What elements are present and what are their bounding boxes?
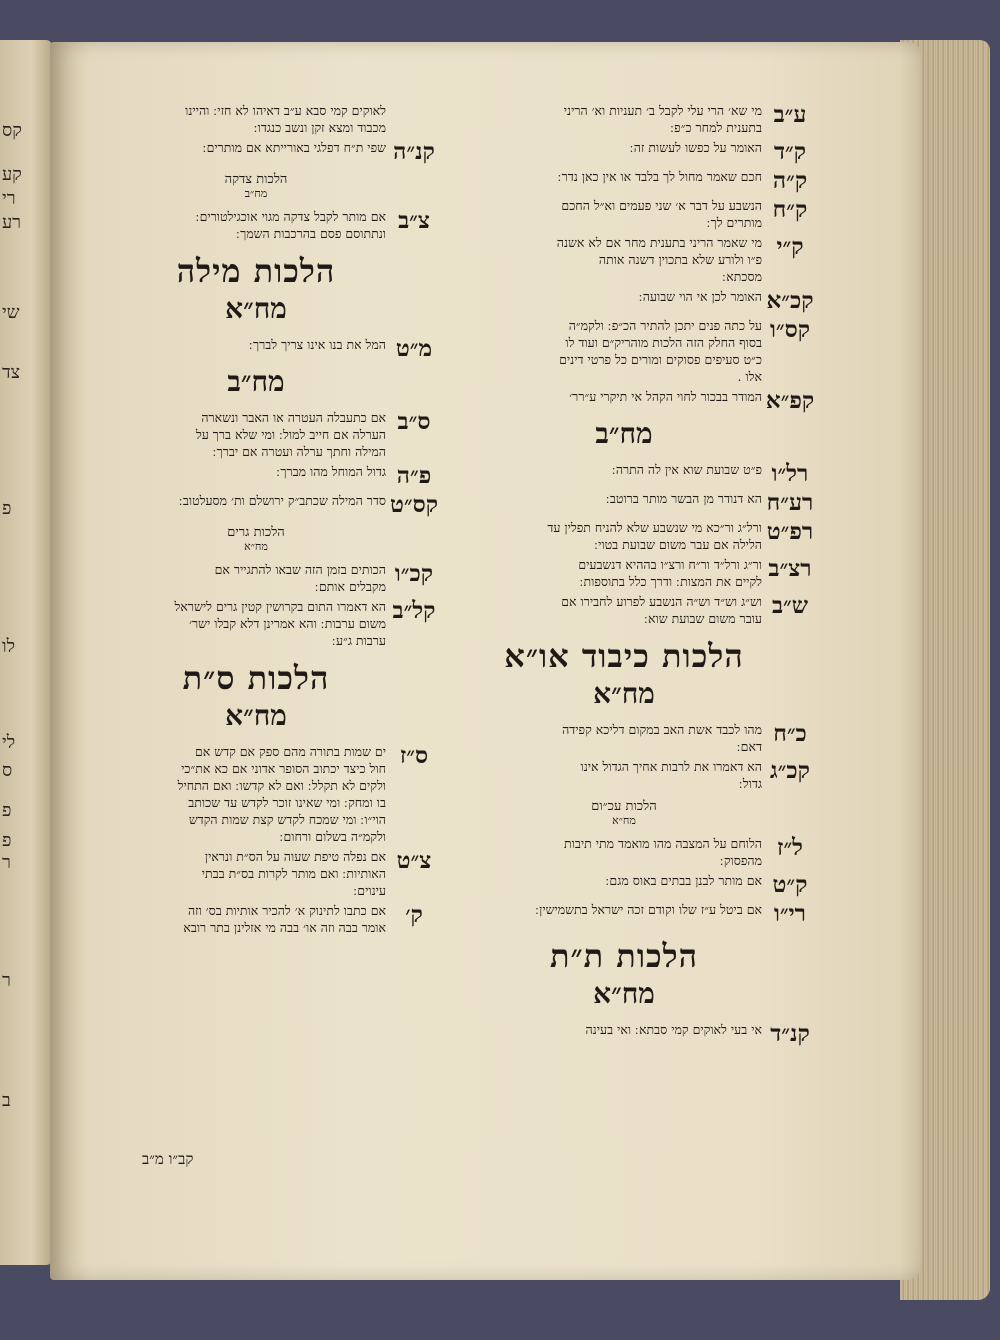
entry-number: רל״ו	[771, 460, 809, 487]
entry-line: בסוף החלק הזה הלכות מוהריק״ם ועוד לו	[565, 335, 762, 350]
entry-number: קס״ט	[389, 491, 439, 518]
right-column	[430, 102, 818, 1050]
entry-line: הלוחם על המצבה מהו מואמד מתי תיבות	[564, 836, 762, 851]
left-page-fragment-text: רע	[2, 212, 22, 233]
entry-text	[70, 848, 386, 899]
left-page-fragment-text: לי	[2, 732, 16, 753]
entry-line: ולקים לא תקלל ׃ ואם לא קדשו ׃ ואם התחיל	[177, 778, 386, 793]
entry-line: המודר בבכור לחוי הקהל אי תיקרי ע״רר׳	[569, 389, 762, 404]
entry-text	[430, 721, 762, 755]
entry-number: צ״ט	[396, 847, 432, 874]
entry-number: ל״ז	[777, 834, 803, 861]
entry-number: קל״ב	[392, 597, 436, 624]
index-entry	[430, 168, 818, 194]
section-subheading: מח״א	[225, 292, 287, 325]
section-heading: הלכות ת״ת	[549, 937, 699, 975]
entry-line: פ״ו ולורע שלא בתכוין דשנה אותה	[598, 252, 762, 267]
entry-line: אם נפלה טיפת שעוה על הס״ת ונראין	[204, 849, 386, 864]
entry-number: ק״ח	[772, 196, 808, 223]
index-entry	[430, 461, 818, 487]
entry-text	[70, 336, 386, 353]
index-entry	[430, 835, 818, 869]
left-page-fragment-text: ר	[2, 970, 11, 991]
index-entry	[430, 901, 818, 927]
left-page-fragment-text: צד	[2, 362, 21, 383]
index-entry	[430, 288, 818, 314]
index-entry	[430, 872, 818, 898]
section-subheading: מח״א	[225, 699, 287, 732]
index-entry	[430, 758, 818, 792]
entry-line: בו ומחק ׃ ומי שאינו זוכר לקדש עד שכותב	[188, 795, 386, 810]
index-entry	[70, 336, 442, 362]
entry-text	[430, 872, 762, 889]
entry-text	[430, 490, 762, 507]
entry-line: ונתתוסם פסם בהרכבות השמך ׃	[236, 226, 386, 241]
entry-text	[430, 139, 762, 156]
index-entry	[430, 197, 818, 231]
entry-line: הא דאמרו את לרבות אחיך הגדול אינו	[580, 759, 762, 774]
left-column	[70, 102, 442, 939]
page-signature: קב״ו מ״ב	[142, 1150, 194, 1168]
left-page-fragment-text: ר	[2, 852, 11, 873]
entry-number: ע״ב	[773, 101, 807, 128]
left-page-fragment-text: ב	[2, 1090, 11, 1111]
entry-text	[430, 1021, 762, 1038]
section-heading: הלכות מילה	[176, 252, 336, 290]
minor-section-heading: הלכות גרים	[227, 525, 285, 540]
entry-line: פ״ט שבועת שוא אין לה התרה ׃	[611, 462, 762, 477]
entry-line: האומר על כפשו לעשות זה ׃	[629, 140, 762, 155]
entry-line: חול כיצד יכתוב הסופר אדוני אם כא את״כי	[181, 761, 386, 776]
entry-line: הא דנודר מן הבשר מותר ברוטב ׃	[605, 491, 762, 506]
entry-line: מהפסוק ׃	[719, 853, 762, 868]
entry-line: הא דאמרו התום בקרושין קטין גרים לישראל	[174, 599, 386, 614]
index-entry	[70, 409, 442, 460]
entry-number: קכ״ו	[394, 560, 434, 587]
left-page-fragment	[0, 40, 52, 1265]
entry-text	[430, 835, 762, 869]
entry-line: הלילה אם עבר משום שבועת בטוי ׃	[594, 537, 762, 552]
entry-number: רצ״ב	[768, 555, 812, 582]
entry-line: אם ביטל ע״ז שלו וקודם זכה ישראל בתשמישין ׃	[535, 902, 762, 917]
entry-number: רפ״ט	[766, 518, 814, 545]
entry-text	[430, 556, 762, 590]
section-subheading: מח״ב	[227, 365, 285, 398]
entry-number: קנ״ה	[393, 138, 435, 165]
entry-line: המילה וחתך ערלה ועטרה אם יברך ׃	[212, 444, 386, 459]
entry-line: מי שא׳ הרי עלי לקבל ב׳ תעניות וא׳ הריני	[563, 103, 762, 118]
entry-line: מותרים לך ׃	[706, 215, 762, 230]
entry-line: הכותים בזמן הזה שבאו להתגייר אם	[214, 562, 386, 577]
entry-line: כ״ט סעיפים פסוקים ומורים כל פרטי דינים	[559, 352, 762, 367]
section-subheading: מח״א	[593, 977, 655, 1010]
entry-line: אומר בבה וזה או׳ בבה מי אזלינן בתר רובא	[183, 920, 386, 935]
book-page	[50, 42, 922, 1280]
entry-number: ק״ט	[772, 871, 808, 898]
index-entry	[70, 743, 442, 845]
index-entry	[70, 208, 442, 242]
entry-line: ולקמ״ה בשלום ורחום ׃	[279, 829, 386, 844]
section-subheading: מח״א	[593, 677, 655, 710]
entry-line: סדר המילה שכתב״ק ירושלם ות׳ מסעלטוב ׃	[178, 493, 386, 508]
entry-line: מסכתא ׃	[722, 269, 762, 284]
entry-text	[430, 758, 762, 792]
minor-section-heading: הלכות עכ״ום	[591, 799, 657, 814]
entry-line: אם מותר לקבל צדקה מגוי אוכגילטורים ׃	[195, 209, 386, 224]
entry-line: ור״ג ורל״ד ור״ח ורצ״ו בההיא דנשבעים	[578, 557, 762, 572]
entry-number: ק״י	[776, 233, 804, 260]
index-entry	[430, 490, 818, 516]
index-entry	[430, 1021, 818, 1047]
index-entry	[70, 902, 442, 936]
entry-line: עובר משום שבועת שוא ׃	[644, 611, 762, 626]
entry-text	[430, 901, 762, 918]
entry-line: ורל״ג ור״כא מי שנשבע שלא להניח תפלין עד	[547, 520, 762, 535]
index-entry	[70, 848, 442, 899]
entry-text	[430, 197, 762, 231]
entry-number: ק׳	[405, 901, 423, 928]
minor-section-heading: הלכות צדקה	[224, 172, 288, 187]
entry-line: מי שאמר הריני בתענית מחר אם לא אשנה	[556, 235, 762, 250]
entry-line: וש״ג וש״ד וש״ה הנשבע לפרוע לחבירו אם	[561, 594, 762, 609]
entry-line: האותיות ׃ ואם מותר לקרות בס״ת בבתי	[201, 866, 386, 881]
left-page-fragment-text: קע	[2, 164, 22, 185]
entry-text	[70, 139, 386, 156]
entry-text	[70, 598, 386, 649]
minor-section-subheading: מח״א	[612, 814, 636, 827]
entry-text	[70, 463, 386, 480]
entry-line: אי בעי לאוקים קמי סבתא ׃ ואי בעינה	[585, 1022, 762, 1037]
entry-line: עינוים ׃	[353, 883, 386, 898]
index-entry	[70, 463, 442, 489]
entry-number: ק״ד	[773, 138, 807, 165]
index-entry	[430, 519, 818, 553]
section-heading: הלכות כיבוד או״א	[504, 637, 744, 675]
entry-text	[430, 288, 762, 305]
entry-number: קס״ו	[769, 316, 810, 343]
left-page-fragment-text: קס	[2, 120, 22, 141]
left-page-fragment-text: רי	[2, 188, 16, 209]
entry-text	[430, 317, 762, 385]
entry-text	[70, 902, 386, 936]
entry-line: הערלה אם חייב למול ׃ ומי שלא ברך על	[195, 427, 386, 442]
entry-number: ס״ב	[397, 408, 431, 435]
entry-line: חכם שאמר מחול לך בלבד או אין כאן נדר ׃	[557, 169, 762, 184]
minor-section-subheading: מח״ב	[244, 187, 268, 200]
index-entry	[70, 561, 442, 595]
entry-number: רי״ו	[774, 900, 806, 927]
entry-number: קכ״ג	[770, 757, 810, 784]
entry-line: המל את בנו אינו צריך לברך ׃	[249, 337, 386, 352]
section-subheading: מח״ב	[595, 417, 653, 450]
index-entry	[70, 492, 442, 518]
index-entry	[430, 556, 818, 590]
left-page-fragment-text: פ	[2, 498, 12, 519]
index-entry	[430, 234, 818, 285]
entry-number: צ״ב	[398, 207, 430, 234]
entry-text	[70, 102, 386, 136]
entry-text	[70, 409, 386, 460]
entry-text	[70, 561, 386, 595]
entry-number: ס״ז	[399, 742, 429, 769]
left-page-fragment-text: פ	[2, 800, 12, 821]
left-page-fragment-text: לו	[2, 636, 16, 657]
entry-line: מקבלים אותם ׃	[314, 579, 386, 594]
index-entry	[70, 598, 442, 649]
entry-text	[430, 168, 762, 185]
entry-line: ערבות ג״ע ׃	[332, 633, 386, 648]
entry-line: אם כתעבלה העטרה או האבר ונשארה	[201, 410, 386, 425]
entry-line: מהו לכבד אשת האב במקום דליכא קפידה	[562, 722, 762, 737]
index-entry	[430, 139, 818, 165]
left-page-fragment-text: פ	[2, 830, 12, 851]
entry-number: ק״ה	[772, 167, 808, 194]
entry-line: שפי ת״ח דפלגי באורייתא אם מותרים ׃	[202, 140, 386, 155]
entry-text	[70, 492, 386, 509]
entry-line: על כתה פנים יתכן להתיר הכ״פ ׃ ולקמ״ה	[568, 318, 762, 333]
entry-line: ים שמות בתורה מהם ספק אם קדש אם	[194, 744, 386, 759]
entry-text	[430, 519, 762, 553]
index-entry	[430, 317, 818, 385]
index-entry	[70, 102, 442, 136]
entry-line: אם כתבו לתינוק א׳ להכיר אותיות בס׳ וזה	[187, 903, 386, 918]
left-page-fragment-text: שי	[2, 302, 20, 323]
entry-number: קפ״א	[765, 387, 815, 414]
entry-line: גדול ׃	[738, 776, 762, 791]
entry-number: קנ״ד	[770, 1020, 810, 1047]
section-heading: הלכות ס״ת	[182, 659, 330, 697]
minor-section-subheading: מח״א	[244, 540, 268, 553]
entry-text	[430, 234, 762, 285]
index-entry	[430, 593, 818, 627]
entry-text	[70, 743, 386, 845]
index-entry	[430, 388, 818, 414]
entry-number: מ״ט	[395, 335, 433, 362]
entry-number: פ״ה	[396, 462, 432, 489]
entry-line: משום ערבות ׃ והא אמרינן דלא קבלו ישר׳	[189, 616, 386, 631]
entry-text	[430, 461, 762, 478]
entry-text	[70, 208, 386, 242]
entry-text	[430, 102, 762, 136]
index-entry	[430, 721, 818, 755]
entry-line: לאוקים קמי סבא ע״ב דאיהו לא חזי ׃ והיינו	[185, 103, 386, 118]
entry-line: האומר לכן אי הוי שבועה ׃	[638, 289, 762, 304]
entry-number: ש״ב	[771, 592, 809, 619]
entry-line: מכבוד ומצא זקן ונשב כנגדו ׃	[253, 120, 386, 135]
entry-line: לקיים את המצות ׃ ודרך כלל בתוספות ׃	[579, 574, 762, 589]
entry-number: כ״ח	[773, 720, 807, 747]
entry-line: גדול המוחל מהו מברך ׃	[276, 464, 386, 479]
entry-line: בתענית למחר כ״פ ׃	[670, 120, 762, 135]
index-entry	[430, 102, 818, 136]
entry-line: אם מותר לבנן בבתים באוס מגם ׃	[605, 873, 762, 888]
left-page-fragment-text: ס	[2, 760, 13, 781]
entry-text	[430, 388, 762, 405]
entry-line: דאם ׃	[736, 739, 762, 754]
index-entry	[70, 139, 442, 165]
entry-line: אלו .	[737, 369, 762, 384]
entry-line: הנשבע על דבר א׳ שני פעמים וא״ל החכם	[561, 198, 762, 213]
entry-text	[430, 593, 762, 627]
entry-line: הוי״ו ׃ ומי שמכח לקדש קצת שמות הקדש	[188, 812, 386, 827]
entry-number: קכ״א	[766, 287, 814, 314]
entry-number: רע״ח	[766, 489, 814, 516]
